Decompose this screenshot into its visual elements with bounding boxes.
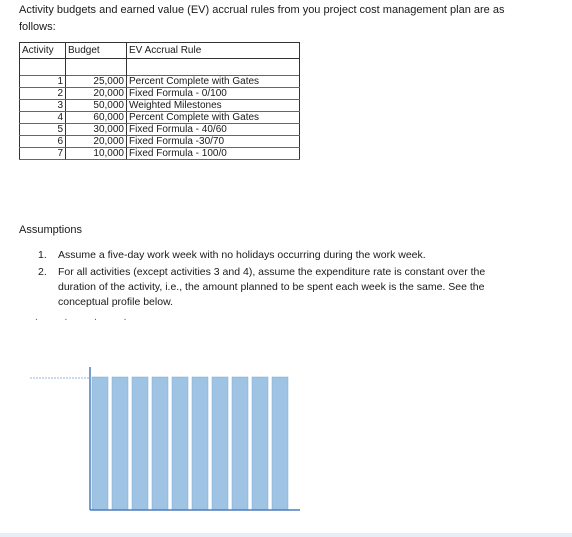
chart-bar-9 bbox=[252, 377, 268, 510]
header-budget: Budget bbox=[66, 43, 127, 59]
chart-bar-10 bbox=[272, 377, 288, 510]
activity-cell: 6 bbox=[20, 136, 66, 148]
budget-cell: 30,000 bbox=[66, 124, 127, 136]
table-header-row bbox=[20, 43, 300, 59]
assumption-item bbox=[38, 265, 508, 310]
intro-line-1: Activity budgets and earned value (EV) accrual rules from you project cost management plan are as bbox=[19, 4, 505, 16]
table-spacer-row bbox=[20, 59, 300, 76]
chart-bar-5 bbox=[172, 377, 188, 510]
ev-rule-cell: Fixed Formula - 40/60 bbox=[127, 124, 300, 136]
budget-cell: 50,000 bbox=[66, 100, 127, 112]
dots-text: . . . . bbox=[35, 312, 139, 323]
header-ev-rule: EV Accrual Rule bbox=[127, 43, 300, 59]
table-row bbox=[20, 76, 300, 88]
chart-bar-1 bbox=[92, 377, 108, 510]
assumptions-list bbox=[38, 248, 508, 312]
ev-rule-cell: Percent Complete with Gates bbox=[127, 76, 300, 88]
activity-cell: 7 bbox=[20, 148, 66, 160]
assumption-text: For all activities (except activities 3 and 4), assume the expenditure rate is constant over the duration of the activity, i.e., the amount planned to be spent each week is the same. See the conceptual profile below. bbox=[58, 266, 486, 308]
table-row bbox=[20, 148, 300, 160]
ev-rule-cell: Weighted Milestones bbox=[127, 100, 300, 112]
chart-bar-3 bbox=[132, 377, 148, 510]
table-row bbox=[20, 88, 300, 100]
activity-cell: 5 bbox=[20, 124, 66, 136]
assumption-text: Assume a five-day work week with no holidays occurring during the work week. bbox=[58, 249, 426, 261]
assumptions-title: Assumptions bbox=[19, 224, 82, 236]
table-row bbox=[20, 112, 300, 124]
assumption-item bbox=[38, 248, 508, 263]
assumption-number: 2. bbox=[38, 266, 47, 278]
assumption-number: 1. bbox=[38, 249, 47, 261]
ev-rule-cell: Fixed Formula - 0/100 bbox=[127, 88, 300, 100]
budget-cell: 25,000 bbox=[66, 76, 127, 88]
activity-cell: 1 bbox=[20, 76, 66, 88]
activity-cell: 3 bbox=[20, 100, 66, 112]
activity-cell: 2 bbox=[20, 88, 66, 100]
chart-bar-4 bbox=[152, 377, 168, 510]
chart-bar-8 bbox=[232, 377, 248, 510]
ev-rule-cell: Percent Complete with Gates bbox=[127, 112, 300, 124]
budget-cell: 60,000 bbox=[66, 112, 127, 124]
ev-rule-cell: Fixed Formula - 100/0 bbox=[127, 148, 300, 160]
intro-text bbox=[19, 2, 539, 36]
chart-bar-7 bbox=[212, 377, 228, 510]
table-row bbox=[20, 136, 300, 148]
budget-cell: 10,000 bbox=[66, 148, 127, 160]
header-activity: Activity bbox=[20, 43, 66, 59]
budget-cell: 20,000 bbox=[66, 88, 127, 100]
expenditure-profile-chart bbox=[0, 340, 572, 537]
table-row bbox=[20, 124, 300, 136]
table-row bbox=[20, 100, 300, 112]
chart-bar-2 bbox=[112, 377, 128, 510]
intro-line-2: follows: bbox=[19, 21, 56, 33]
budget-table bbox=[19, 42, 300, 160]
budget-cell: 20,000 bbox=[66, 136, 127, 148]
chart-bar-6 bbox=[192, 377, 208, 510]
ev-rule-cell: Fixed Formula -30/70 bbox=[127, 136, 300, 148]
activity-cell: 4 bbox=[20, 112, 66, 124]
